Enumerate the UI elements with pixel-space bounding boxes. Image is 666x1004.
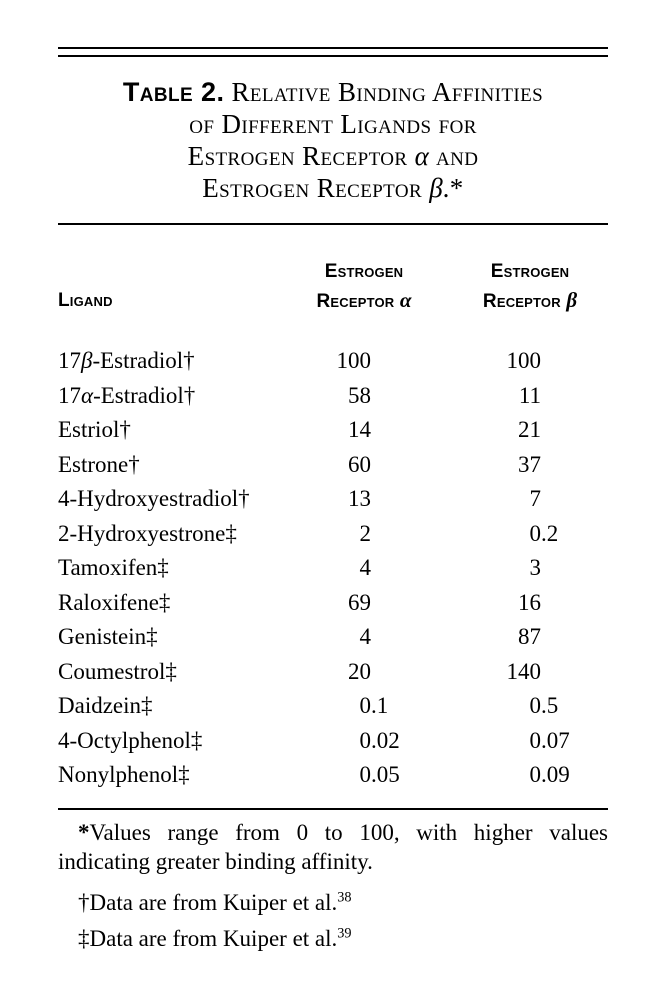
dagger-marker: † [78,890,90,915]
er-alpha-value: 60 [348,451,371,477]
table-row [58,724,608,759]
alpha-symbol: α [414,141,429,171]
ligand-name: 2-Hydroxyestrone‡ [58,520,237,546]
table-row [58,620,608,655]
table-title [58,76,608,204]
ligand-name: 17α-Estradiol† [58,382,196,408]
er-alpha-value: 14 [348,417,371,442]
er-alpha-value: 4 [359,555,371,580]
ligand-name: Tamoxifen‡ [58,555,169,580]
er-beta-value: 0.09 [529,762,570,787]
er-beta-value: 0.07 [529,727,570,753]
ligand-name: Raloxifene‡ [58,589,171,615]
er-alpha-value: 0.1 [359,693,389,718]
column-header-er-alpha: Estrogen Receptor α [316,261,412,312]
er-beta-value: 140 [506,658,541,684]
table-footnotes [58,818,608,953]
er-beta-value: 11 [518,382,541,408]
table-row [58,551,608,586]
er-alpha-value: 2 [359,520,371,546]
er-beta-value: 16 [518,589,541,615]
alpha-symbol: α [399,288,412,312]
er-alpha-value: 0.05 [359,762,400,787]
er-beta-value: 37 [518,451,541,477]
ligand-name: Genistein‡ [58,624,158,649]
ligand-name: 17β-Estradiol† [58,348,195,373]
er-beta-value: 87 [518,624,541,649]
er-alpha-value: 20 [348,658,371,684]
double-dagger-marker: ‡ [78,926,90,951]
er-beta-value: 3 [529,555,541,580]
column-header-er-beta: Estrogen Receptor β [482,261,578,312]
reference-number: 38 [337,889,352,906]
table-row [58,586,608,621]
er-alpha-value: 4 [359,624,371,649]
er-beta-value: 0.5 [529,693,559,718]
ligand-name: Daidzein‡ [58,693,153,718]
table-title-line2: of Different Ligands for [189,109,477,139]
ligand-name: Estrone† [58,451,140,477]
er-alpha-value: 69 [348,589,371,615]
er-beta-value: 0.2 [529,520,559,546]
table-bottom-rule [58,808,608,810]
asterisk-marker: * [78,820,90,845]
er-beta-value: 7 [529,486,541,511]
footnote-double-dagger: ‡Data are from Kuiper et al.$^{39}$ [78,925,352,951]
er-beta-value: 100 [506,348,541,373]
ligand-name: Estriol† [58,417,131,442]
er-beta-value: 21 [518,417,541,442]
table-row [58,413,608,448]
top-double-rule-lower [58,55,608,57]
table-row [58,689,608,724]
beta-symbol: β [429,173,443,203]
er-alpha-value: 13 [348,486,371,511]
footnote-asterisk: *Values range from 0 to 100, with higher values indicating greater binding affinity. [58,820,608,874]
table-row [58,517,608,552]
ligand-name: 4-Hydroxyestradiol† [58,486,250,511]
reference-number: 39 [337,925,352,942]
top-double-rule-upper [58,47,608,49]
beta-symbol: β [566,288,578,312]
table-row [58,482,608,517]
table-body [58,344,608,793]
table-title-line3: Estrogen Receptor α and [187,141,479,171]
table-row [58,448,608,483]
er-alpha-value: 58 [348,382,371,408]
table-title-line4: Estrogen Receptor β.* [202,173,464,203]
table-row [58,379,608,414]
ligand-name: Nonylphenol‡ [58,762,190,787]
table-row [58,655,608,690]
footnote-dagger: †Data are from Kuiper et al.$^{38}$ [78,889,352,915]
table-row [58,344,608,379]
column-header-ligand: Ligand [58,290,113,311]
table-row [58,758,608,793]
er-alpha-value: 100 [336,348,371,373]
er-alpha-value: 0.02 [359,727,400,753]
ligand-name: 4-Octylphenol‡ [58,727,203,753]
table-title-line1: Table 2. Relative Binding Affinities [122,77,544,107]
header-top-rule [58,223,608,225]
ligand-name: Coumestrol‡ [58,658,177,684]
